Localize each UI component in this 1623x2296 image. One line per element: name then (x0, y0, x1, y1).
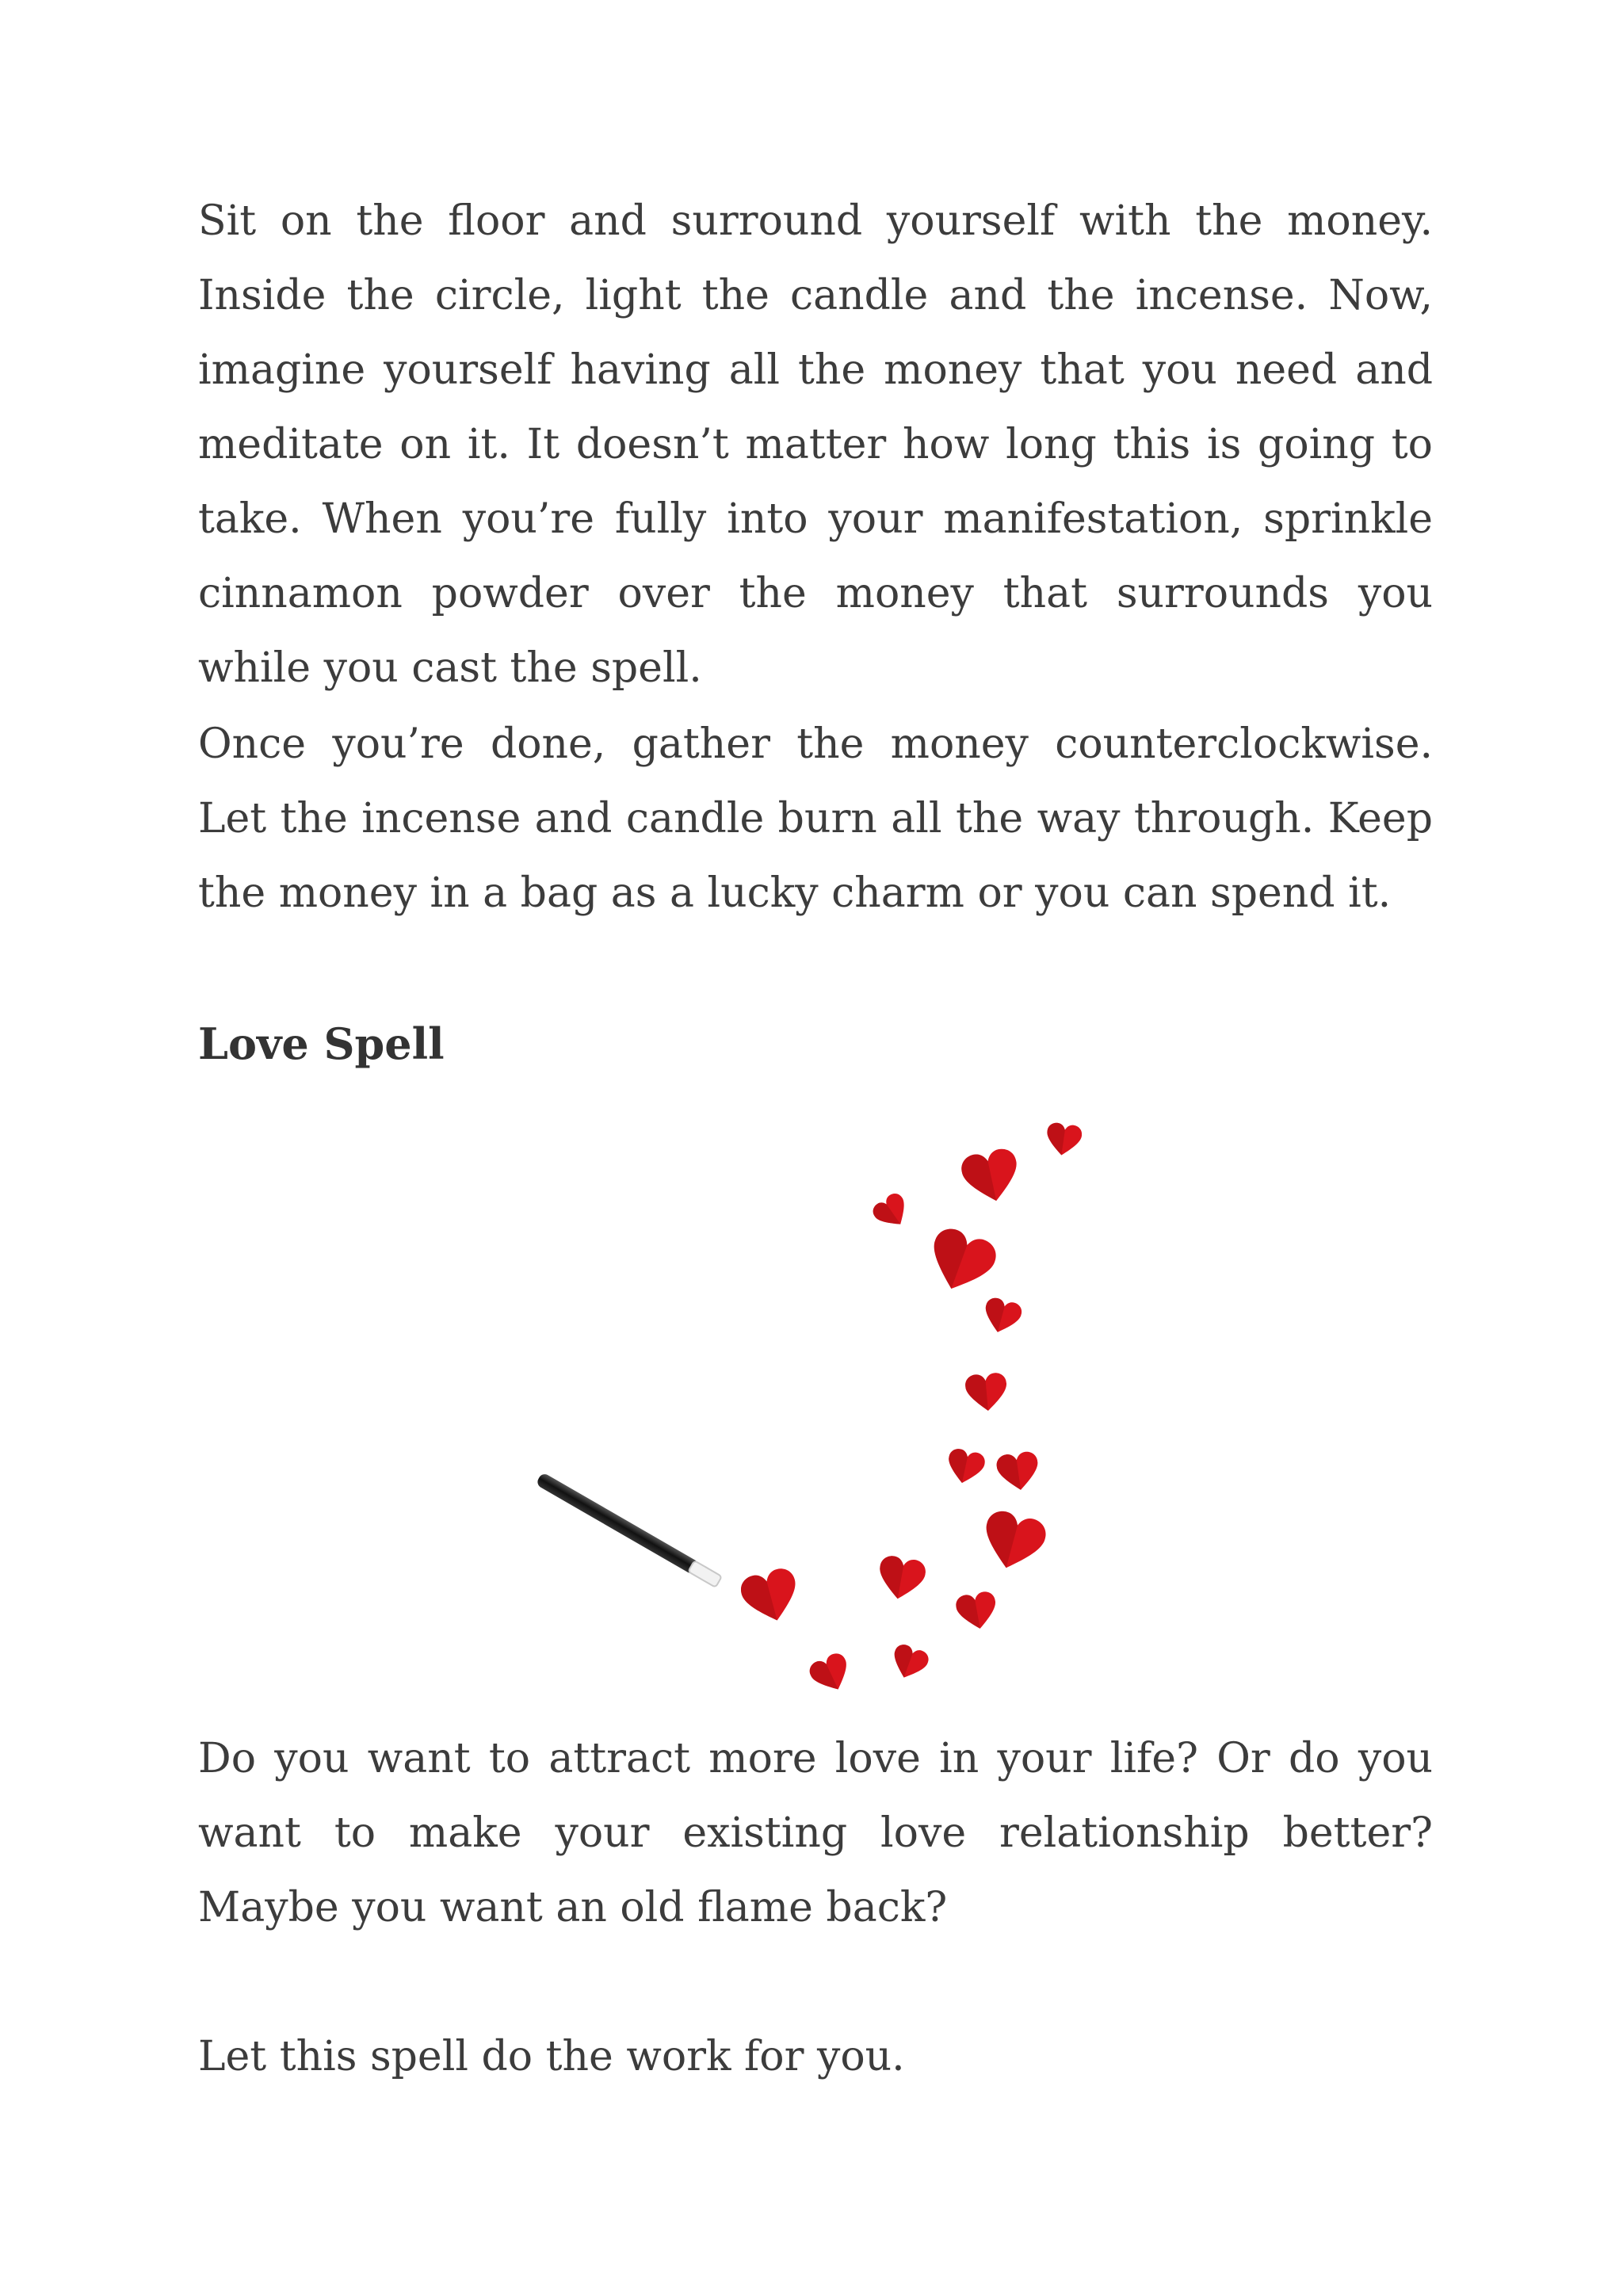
section-heading-love-spell: Love Spell (198, 1018, 445, 1069)
wand-icon (536, 1472, 723, 1588)
paragraph-love-spell-intro: Do you want to attract more love in your life? Or do you want to make your existing love relationship better? Maybe you want an old flame back? (198, 1735, 1433, 1931)
paragraph-love-spell-cta: Let this spell do the work for you. (198, 2033, 905, 2080)
magic-wand-hearts-illustration (507, 1086, 1109, 1704)
paragraph-money-spell-ritual: Sit on the floor and surround yourself with the money. Inside the circle, light the candle and the incense. Now, imagine yourself having all the money that you need and meditate on it. It doesn’t matter how long this is going to take. When you’re fully into your manifestation, sprinkle cinnamon powder over the money that surrounds you while you cast the spell. (198, 197, 1433, 692)
hearts-group (738, 1121, 1083, 1697)
magic-wand-hearts-icon (507, 1086, 1109, 1704)
paragraph-money-spell-finish: Once you’re done, gather the money counterclockwise. Let the incense and candle burn all the way through. Keep the money in a bag as a lucky charm or you can spend it. (198, 720, 1433, 917)
